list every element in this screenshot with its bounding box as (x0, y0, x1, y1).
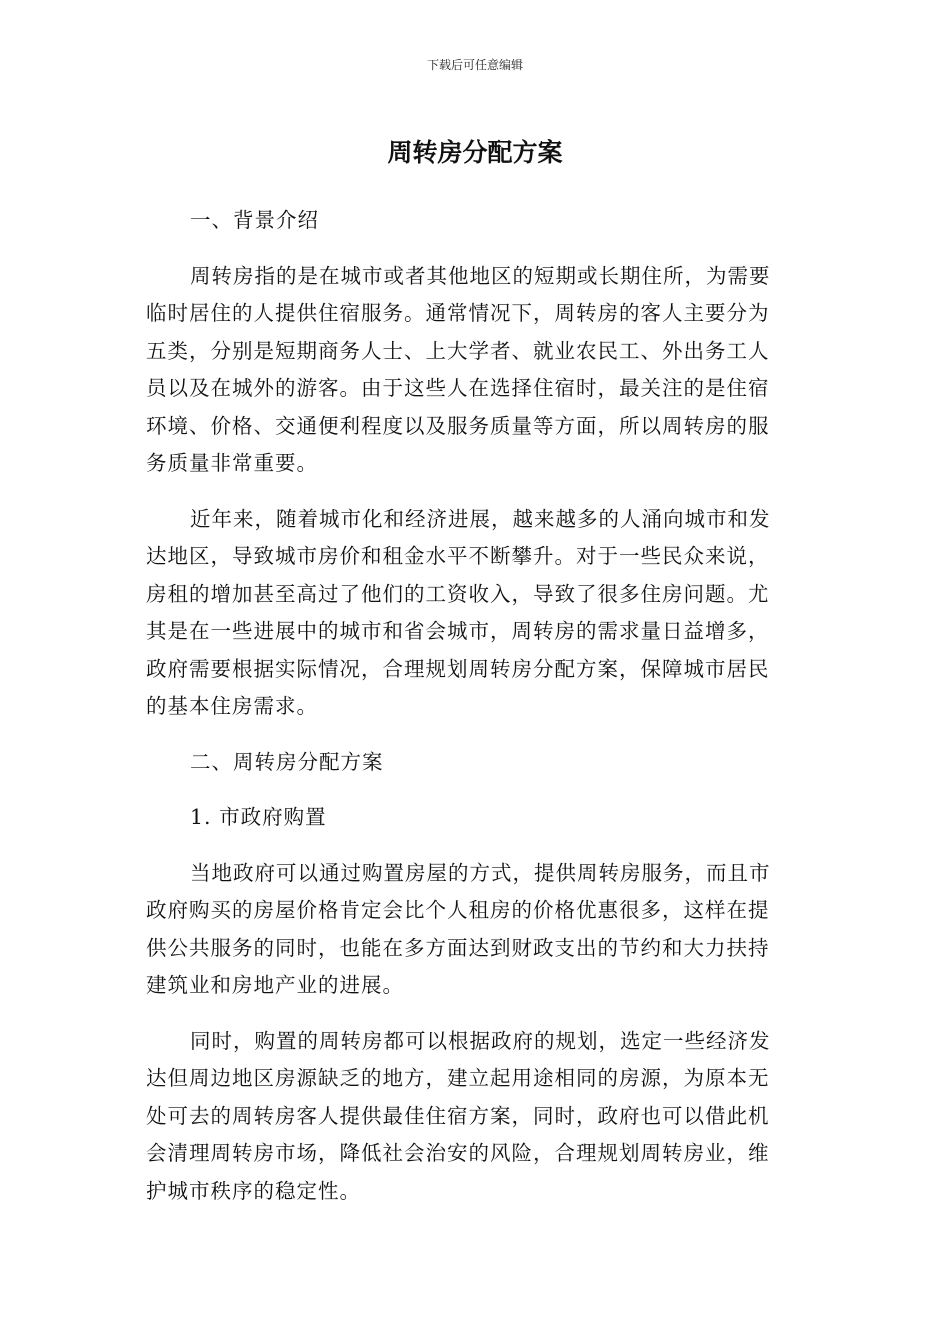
paragraph-line: 会清理周转房市场，降低社会治安的风险，合理规划周转房业，维 (146, 1141, 770, 1165)
paragraph-line: 达地区，导致城市房价和租金水平不断攀升。对于一些民众来说， (146, 544, 770, 568)
paragraph (146, 258, 796, 483)
section-heading-plan: 二、周转房分配方案 (190, 749, 384, 774)
paragraph-line: 房租的增加甚至高过了他们的工资收入，导致了很多住房问题。尤 (146, 581, 770, 606)
paragraph-line: 五类，分别是短期商务人士、上大学者、就业农民工、外出务工人 (146, 338, 770, 363)
paragraph-line: 其是在一些进展中的城市和省会城市，周转房的需求量日益增多， (146, 619, 770, 643)
paragraph-line: 政府需要根据实际情况，合理规划周转房分配方案，保障城市居民 (146, 656, 770, 681)
paragraph-line: 的基本住房需求。 (146, 694, 318, 718)
paragraph-line: 同时，购置的周转房都可以根据政府的规划，选定一些经济发 (190, 1028, 771, 1053)
paragraph (146, 855, 796, 1005)
paragraph-line: 务质量非常重要。 (146, 451, 318, 475)
paragraph-line: 政府购买的房屋价格肯定会比个人租房的价格优惠很多，这样在提 (146, 898, 770, 922)
paragraph-line: 临时居住的人提供住宿服务。通常情况下，周转房的客人主要分为 (146, 301, 770, 325)
header-note: 下载后可任意编辑 (426, 58, 523, 72)
paragraph (146, 1023, 796, 1211)
paragraph-line: 供公共服务的同时，也能在多方面达到财政支出的节约和大力扶持 (146, 935, 770, 960)
paragraph-line: 处可去的周转房客人提供最佳住宿方案，同时，政府也可以借此机 (146, 1103, 770, 1128)
paragraph-line: 近年来，随着城市化和经济进展，越来越多的人涌向城市和发 (190, 506, 771, 531)
paragraph-line: 当地政府可以通过购置房屋的方式，提供周转房服务，而且市 (190, 860, 771, 885)
subsection-heading-city-purchase: 1. 市政府购置 (190, 805, 327, 829)
paragraph-line: 护城市秩序的稳定性。 (146, 1178, 361, 1203)
paragraph-line: 环境、价格、交通便利程度以及服务质量等方面，所以周转房的服 (146, 413, 770, 438)
paragraph (146, 501, 796, 726)
document-body (146, 202, 796, 1228)
section-heading-background: 一、背景介绍 (190, 208, 319, 232)
document-title: 周转房分配方案 (387, 138, 563, 167)
paragraph-line: 周转房指的是在城市或者其他地区的短期或长期住所，为需要 (190, 263, 771, 288)
paragraph-line: 员以及在城外的游客。由于这些人在选择住宿时，最关注的是住宿 (146, 376, 770, 400)
paragraph-line: 建筑业和房地产业的进展。 (146, 973, 404, 997)
paragraph-line: 达但周边地区房源缺乏的地方，建立起用途相同的房源，为原本无 (146, 1066, 770, 1090)
